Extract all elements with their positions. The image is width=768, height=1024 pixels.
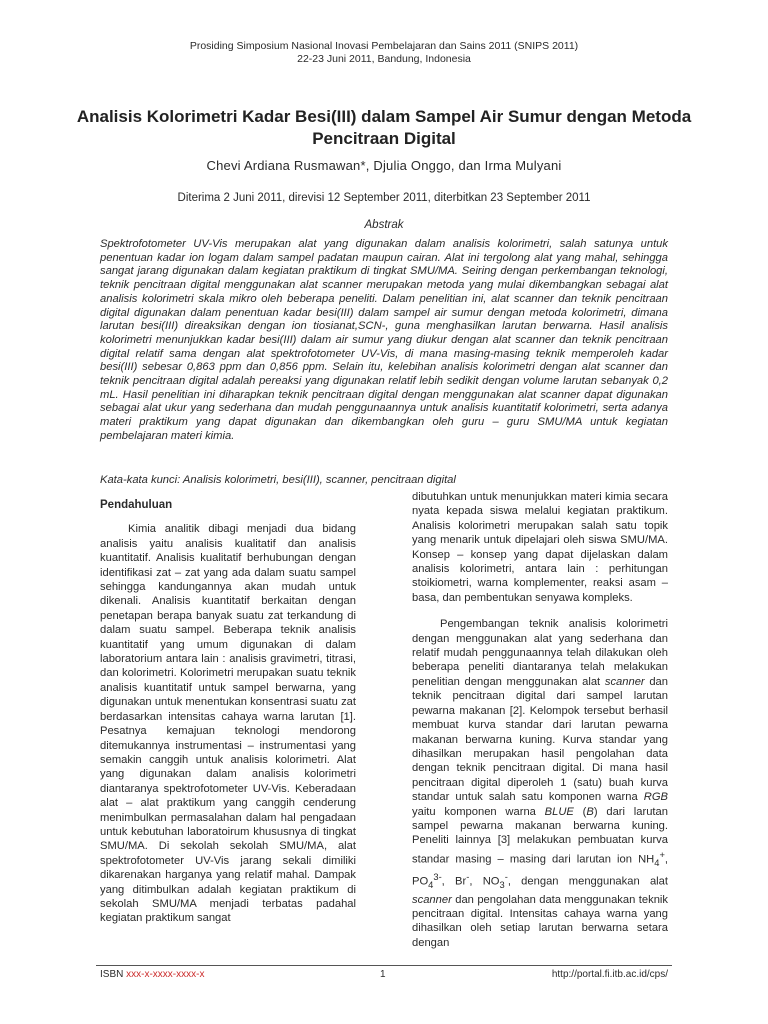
footer-url[interactable]: http://portal.fi.itb.ac.id/cps/ — [551, 969, 668, 980]
text-run: ) dari larutan sampel pewarna makanan berwarna kuning. Peneliti lainnya [3] melakukan pembuatan kurva standar masing – masing dari larutan ion NH — [412, 805, 668, 866]
text-run: dan pengolahan data menggunakan teknik pencitraan digital. Intensitas cahaya warna yang dihasilkan oleh setiap larutan berwarna setara dengan — [412, 893, 668, 949]
right-column — [412, 490, 668, 950]
keywords: Kata-kata kunci: Analisis kolorimetri, besi(III), scanner, pencitraan digital — [100, 474, 456, 486]
subscript: 3 — [499, 880, 505, 891]
superscript: + — [659, 849, 665, 860]
abstract-heading: Abstrak — [364, 219, 404, 231]
section-heading-pendahuluan: Pendahuluan — [100, 499, 173, 511]
subscript: 4 — [654, 857, 660, 868]
term-blue: BLUE — [544, 805, 574, 818]
header-date-location: 22-23 Juni 2011, Bandung, Indonesia — [297, 53, 471, 65]
text-run: , NO — [469, 875, 500, 888]
superscript: 3- — [433, 872, 442, 883]
isbn-label: ISBN — [100, 969, 124, 980]
footer-isbn — [100, 969, 204, 980]
subscript: 4 — [428, 880, 434, 891]
left-column — [100, 498, 356, 926]
text-run: Pengembangan teknik analisis kolorimetri dengan menggunakan alat yang sederhana dan relatif mudah penggunaannya telah dilakukan oleh beberapa peneliti diantaranya telah melakukan penelitian dengan menggunakan alat — [412, 618, 668, 688]
abstract-text: Spektrofotometer UV-Vis merupakan alat yang digunakan dalam analisis kolorimetri, salah satunya untuk penentuan kadar ion logam dalam sampel padatan maupun cairan. Alat ini tergolong alat yang mahal, sehingga sangat jarang digunakan dalam kegiatan praktikum di tingkat SMU/MA. Seiring dengan perkembangan teknologi, teknik pencitraan digital menggunakan alat scanner merupakan metoda yang mulai dikembangkan sebagai alat analisis kolorimetri skala mikro oleh beberapa peneliti. Dalam penelitian ini, alat scanner dan teknik pencitraan digital digunakan dalam penentuan kadar besi(III) dalam sampel air sumur dengan metoda kolorimetri, dimana larutan besi(III) direaksikan dengan ion tiosianat,SCN-, guna menghasilkan larutan berwarna. Hasil analisis kolorimetri menunjukkan kadar besi(III) dalam air sumur yang diukur dengan alat scanner dan teknik pencitraan digital relatif sama dengan alat spektrofotometer UV-Vis, di mana masing-masing teknik memperoleh kadar besi(III) sebesar 0,863 ppm dan 0,856 ppm. Selain itu, kelebihan analisis kolorimetri dengan alat scanner dan teknik pencitraan digital adalah pereaksi yang digunakan relatif lebih sedikit dengan volume larutan sebanyak 0,2 mL. Hasil penelitian ini diharapkan teknik pencitraan digital dengan menggunakan alat scanner dapat digunakan sebagai alat ukur yang sederhana dan mudah penggunaannya untuk analisis kuantitatif kolorimetri, serta adanya materi praktikum yang dapat digunakan dan dikembangkan oleh guru – guru SMU/MA untuk kegiatan pembelajaran materi kimia. — [100, 238, 668, 442]
term-b: B — [586, 805, 594, 818]
text-run: , Br — [441, 875, 467, 888]
authors: Chevi Ardiana Rusmawan*, Djulia Onggo, dan Irma Mulyani — [206, 158, 562, 173]
term-scanner: scanner — [604, 675, 645, 688]
footer-divider — [96, 965, 672, 966]
text-run: , dengan menggunakan alat — [507, 875, 668, 888]
right-paragraph-2 — [412, 617, 668, 950]
superscript: - — [504, 872, 508, 883]
text-run: yaitu komponen warna — [412, 805, 545, 818]
superscript: - — [466, 872, 470, 883]
isbn-value: xxx-x-xxxx-xxxx-x — [126, 969, 205, 980]
paper-title: Analisis Kolorimetri Kadar Besi(III) dalam Sampel Air Sumur dengan Metoda Pencitraan Digital — [76, 107, 692, 148]
running-header — [0, 40, 768, 66]
submission-dates: Diterima 2 Juni 2011, direvisi 12 September 2011, diterbitkan 23 September 2011 — [177, 192, 591, 204]
page-number: 1 — [380, 969, 386, 980]
header-proceedings: Prosiding Simposium Nasional Inovasi Pembelajaran dan Sains 2011 (SNIPS 2011) — [189, 40, 579, 52]
text-run: ( — [573, 805, 587, 818]
right-paragraph-1: dibutuhkan untuk menunjukkan materi kimia secara nyata kepada siswa melalui kegiatan praktikum. Analisis kolorimetri merupakan salah satu topik yang menarik untuk dipelajari oleh siswa SMU/MA. Konsep – konsep yang dapat dijelaskan dalam analisis kolorimetri, antara lain : perhitungan stoikiometri, warna komplementer, reaksi asam – basa, dan pembentukan senyawa kompleks. — [412, 491, 668, 604]
term-rgb: RGB — [643, 791, 668, 804]
text-run: , PO — [412, 853, 668, 888]
intro-paragraph: Kimia analitik dibagi menjadi dua bidang analisis yaitu analisis kualitatif dan analisis kuantitatif. Analisis kualitatif berhubungan dengan identifikasi zat – zat yang ada dalam suatu sampel sehingga kandungannya akan mudah untuk dikenali. Analisis kuantitatif berkaitan dengan penetapan berapa banyak suatu zat terkandung di dalam suatu sampel. Beberapa teknik analisis kuantitatif yang umum digunakan di dalam laboratorium antara lain : analisis gravimetri, titrasi, dan kolorimetri. Kolorimetri merupakan suatu teknik analisis kuantitatif untuk sampel berwarna, yang digunakan untuk menentukan konsentrasi suatu zat berdasarkan intensitas cahaya warna larutan [1]. Pesatnya kemajuan teknologi mendorong ditemukannya instrumentasi – instrumentasi yang semakin canggih untuk analisis kolorimetri. Alat yang digunakan dalam analisis kolorimetri diantaranya spektrofotometer UV-Vis. Keberadaan alat – alat praktikum yang canggih cenderung menimbulkan permasalahan dalam hal pengadaan untuk kebutuhan laboratoirum khususnya di tingkat SMU/MA. Di sekolah sekolah SMU/MA, alat spektrofotometer UV-Vis jarang sekali dimiliki dikarenakan harganya yang relatif mahal. Dampak yang ditimbulkan adalah kegiatan praktikum di sekolah SMU/MA menjadi terbatas padahal kegiatan praktikum sangat — [100, 523, 356, 925]
term-scanner: scanner — [412, 893, 452, 906]
text-run: dan teknik pencitraan digital dari sampel larutan pewarna makanan [2]. Kelompok tersebut berhasil membuat kurva standar dari larutan pewarna makanan berwarna kuning. Kurva standar yang dihasilkan merupakan hasil pengolahan data dengan teknik pencitraan digital. Di mana hasil pencitraan digital diperoleh 1 (satu) buah kurva standar untuk salah satu komponen warna — [412, 675, 668, 804]
